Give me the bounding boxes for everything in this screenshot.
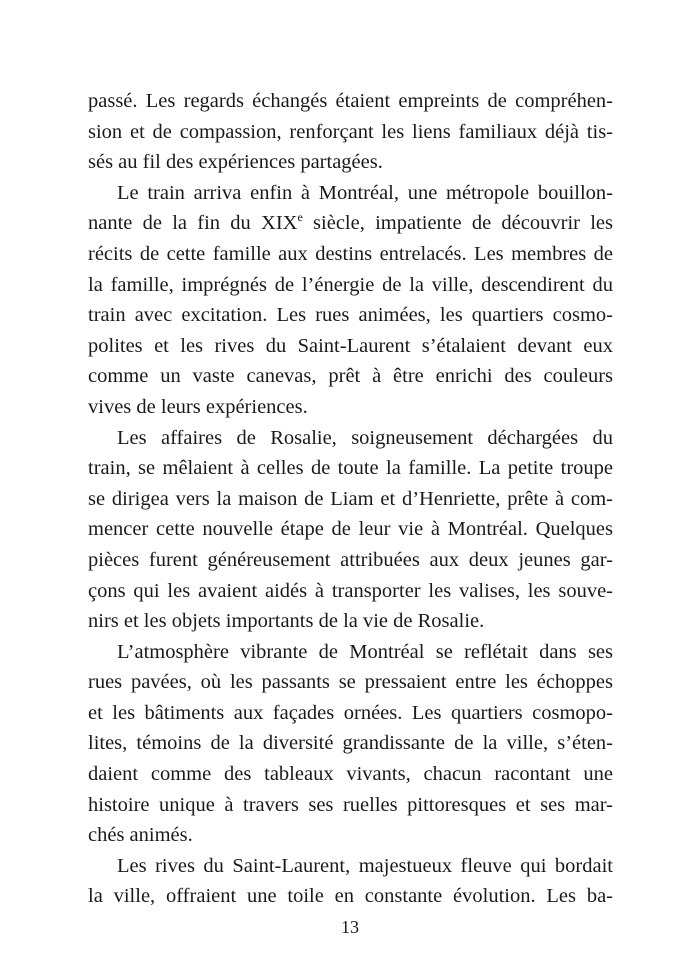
paragraph [88,637,613,851]
text-line: se dirigea vers la maison de Liam et d’Henriette, prête à com- [88,487,613,510]
paragraph [88,178,613,423]
text-line: la ville, offraient une toile en constante évolution. Les ba- [88,885,613,908]
text-line: nante de la fin du XIXe siècle, impatiente de découvrir les [88,210,613,235]
text-line: passé. Les regards échangés étaient empreints de compréhen- [88,90,613,112]
text-line: Les affaires de Rosalie, soigneusement déchargées du [117,426,613,449]
paragraph [88,423,613,637]
text-line: pièces furent généreusement attribuées aux deux jeunes gar- [88,548,613,571]
text-line: sion et de compassion, renforçant les liens familiaux déjà tis- [88,120,613,143]
text-line: histoire unique à travers ses ruelles pittoresques et ses mar- [88,793,613,816]
text-line: daient comme des tableaux vivants, chacun racontant une [88,763,613,786]
text-line: comme un vaste canevas, prêt à être enrichi des couleurs [88,365,613,388]
text-line: train avec excitation. Les rues animées, les quartiers cosmo- [88,304,613,327]
superscript: e [297,210,303,225]
body-text [88,86,613,912]
text-line: çons qui les avaient aidés à transporter les valises, les souve- [88,579,613,602]
text-line: polites et les rives du Saint-Laurent s’étalaient devant eux [88,334,613,357]
paragraph [88,86,613,178]
page-number: 13 [341,917,359,937]
paragraph [88,851,613,912]
text-line: la famille, imprégnés de l’énergie de la ville, descendirent du [88,273,613,296]
text-line: Le train arriva enfin à Montréal, une métropole bouillon- [117,181,613,204]
text-line: nirs et les objets importants de la vie de Rosalie. [88,610,485,633]
text-line: mencer cette nouvelle étape de leur vie à Montréal. Quelques [88,518,613,541]
text-line: L’atmosphère vibrante de Montréal se reflétait dans ses [117,640,613,663]
text-line: Les rives du Saint-Laurent, majestueux fleuve qui bordait [117,854,613,877]
text-line: vives de leurs expériences. [88,395,308,418]
text-line: et les bâtiments aux façades ornées. Les quartiers cosmopo- [88,701,613,724]
text-line: lites, témoins de la diversité grandissante de la ville, s’éten- [88,732,613,755]
text-line: rues pavées, où les passants se pressaient entre les échoppes [88,671,613,694]
text-line: chés animés. [88,824,193,847]
text-line: train, se mêlaient à celles de toute la famille. La petite troupe [88,457,613,480]
text-line: sés au fil des expériences partagées. [88,151,383,174]
text-line: récits de cette famille aux destins entrelacés. Les membres de [88,242,613,265]
